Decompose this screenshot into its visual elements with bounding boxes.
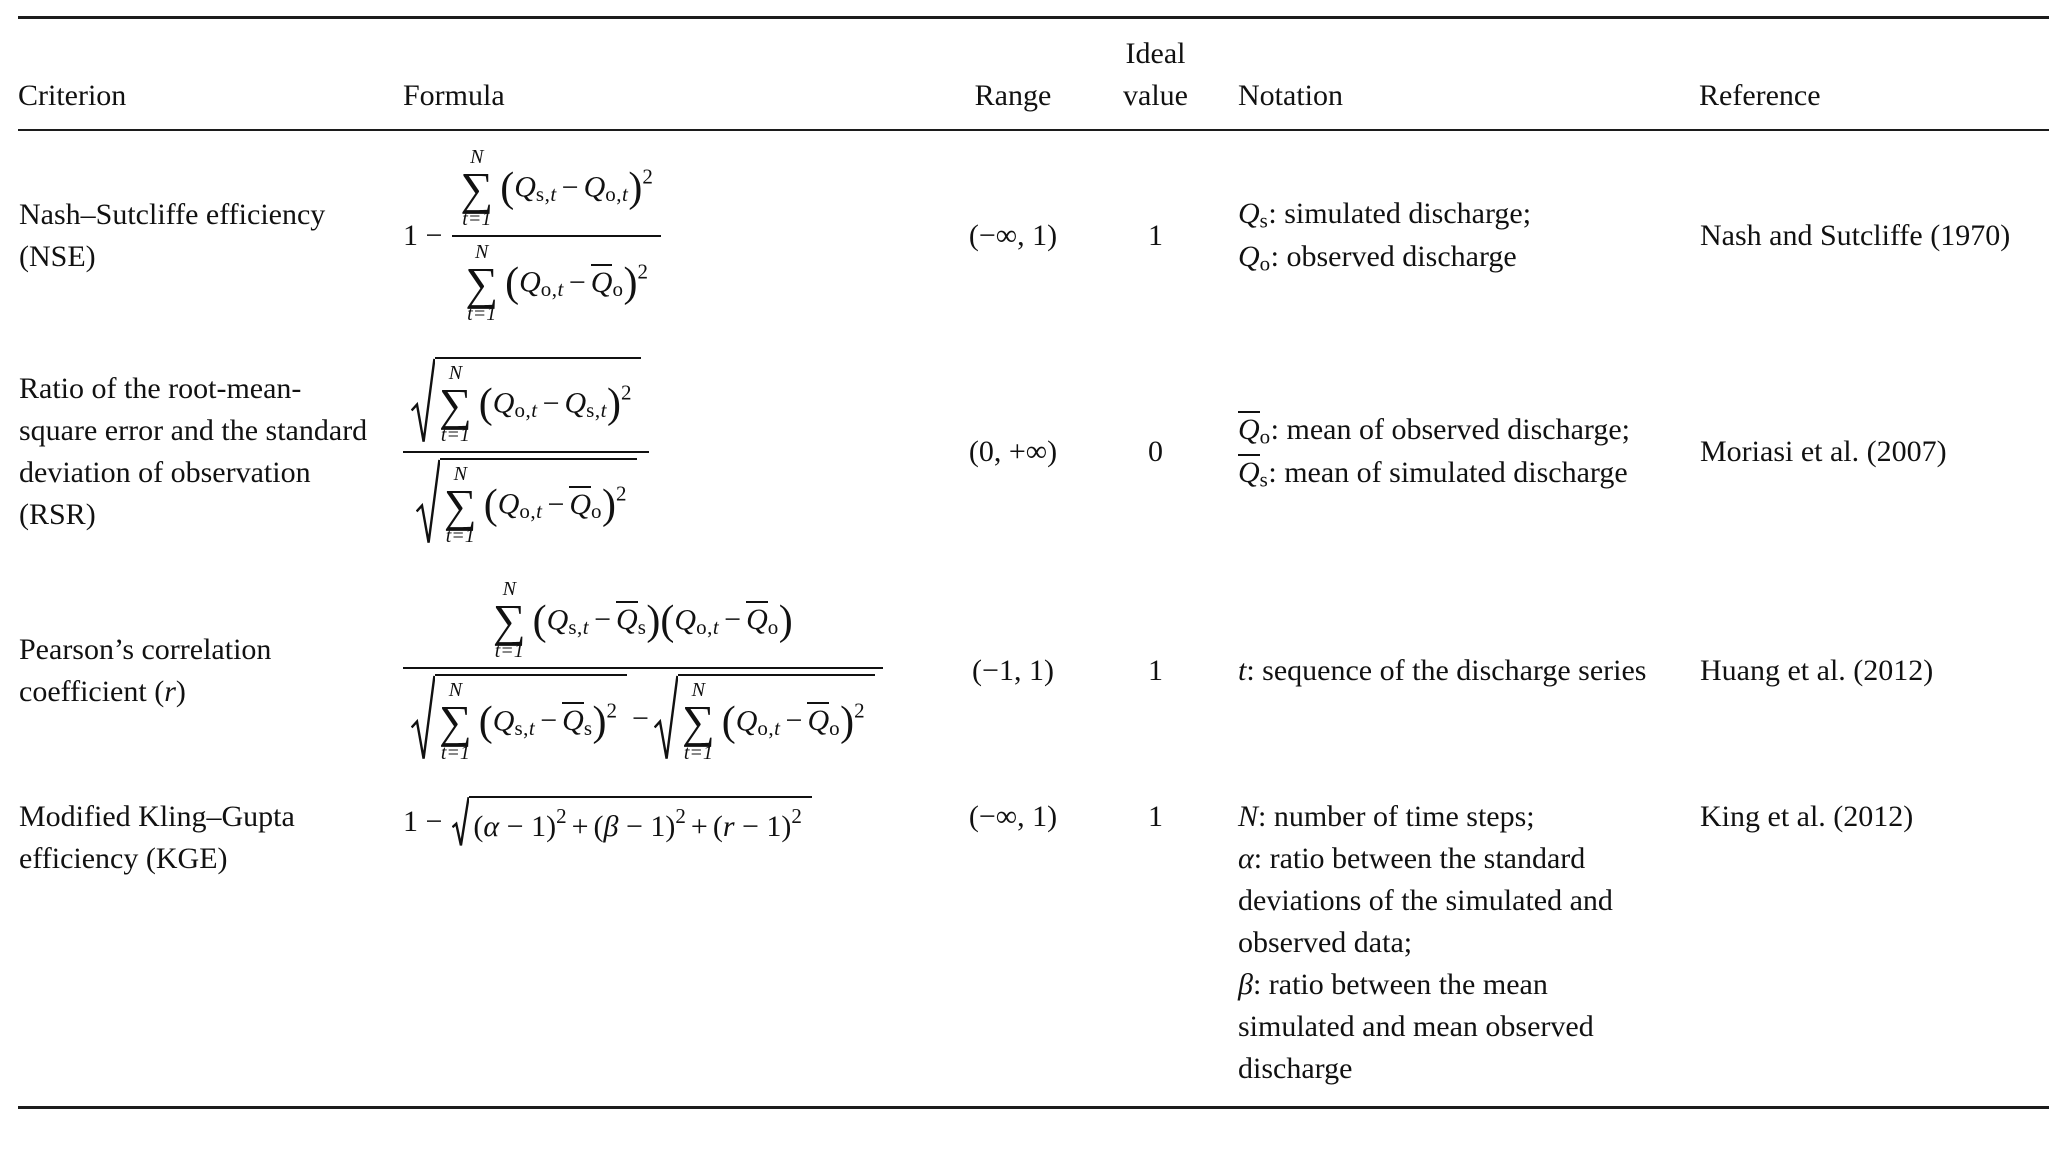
notation-item: β: ratio between the mean simulated and mean observed discharge [1238, 967, 1594, 1085]
pearson-range: (−1, 1) [972, 654, 1054, 688]
summation-symbol: N ∑ t=1 [465, 241, 499, 326]
kge-range: (−∞, 1) [968, 799, 1058, 833]
nse-formula [403, 147, 903, 325]
minus-operator: − [632, 702, 649, 736]
kge-formula-cell [383, 780, 923, 1108]
nse-range: (−∞, 1) [968, 219, 1058, 253]
one-minus: 1 − [403, 804, 443, 838]
kge-formula [403, 796, 903, 848]
pearson-formula [403, 579, 903, 763]
nse-ideal-value: 1 [1148, 219, 1163, 253]
expression: $(Qo,t - Qo)^2$ [505, 259, 648, 307]
radical-sign-icon [654, 674, 678, 763]
radical-sign-icon [416, 458, 440, 547]
radical-sign-icon [452, 796, 469, 848]
row-nse [18, 130, 2049, 341]
header-ideal-line1: Ideal [1125, 37, 1186, 70]
row-kge [18, 780, 2049, 1108]
expression: $(Qo,t - Qs,t)^2$ [478, 380, 632, 428]
kge-criterion-cell [18, 780, 383, 1108]
square-root [416, 458, 637, 547]
rsr-ideal-value: 0 [1148, 435, 1163, 469]
square-root [654, 674, 875, 763]
notation-item: Qs: simulated discharge; [1238, 197, 1532, 233]
expression: $(Qs,t - Qs)^2$ [478, 697, 618, 745]
expression: $(Qs,t - Qo,t)^2$ [500, 164, 653, 212]
pearson-criterion-cell [18, 563, 383, 779]
header-notation: Notation [1208, 18, 1699, 131]
header-reference: Reference [1699, 18, 2049, 131]
rsr-notation-cell [1208, 341, 1699, 563]
nse-reference: Nash and Sutcliffe (1970) [1700, 219, 2011, 253]
expression: $(\alpha - 1)^2 + (\beta - 1)^2 + (r - 1)^2$ [473, 803, 802, 843]
header-range: Range [923, 18, 1103, 131]
kge-ideal-value: 1 [1148, 799, 1163, 833]
header-formula: Formula [383, 18, 923, 131]
notation-item: t: sequence of the discharge series [1238, 654, 1647, 688]
nse-formula-cell [383, 130, 923, 341]
evaluation-criteria-table [18, 16, 2049, 1109]
header-row [18, 18, 2049, 131]
pearson-criterion: Pearson’s correlation coefficient (r) [19, 633, 272, 709]
radical-sign-icon [411, 674, 435, 763]
nse-criterion-cell [18, 130, 383, 341]
summation-symbol: N ∑ t=1 [439, 362, 472, 447]
rsr-formula [403, 357, 903, 547]
pearson-notation-cell [1208, 563, 1699, 779]
pearson-ideal-value: 1 [1148, 654, 1163, 688]
square-root [411, 674, 627, 763]
notation-item: N: number of time steps; [1238, 799, 1535, 833]
radical-sign-icon [411, 357, 435, 446]
header-criterion: Criterion [18, 18, 383, 131]
summation-symbol: N ∑ t=1 [492, 578, 526, 663]
summation-symbol: N ∑ t=1 [439, 679, 472, 764]
notation-item: Qo: mean of observed discharge; [1238, 413, 1630, 449]
summation-symbol: N ∑ t=1 [460, 146, 494, 231]
pearson-reference: Huang et al. (2012) [1700, 654, 1934, 688]
summation-symbol: N ∑ t=1 [443, 463, 477, 548]
expression: $(Qo,t - Qo)^2$ [483, 481, 627, 529]
notation-item: Qs: mean of simulated discharge [1238, 456, 1628, 492]
summation-symbol: N ∑ t=1 [681, 679, 715, 764]
header-ideal-value [1103, 18, 1208, 131]
one-minus: 1 − [403, 219, 443, 253]
expression: (Qs,t − Qs)(Qo,t − Qo) [532, 597, 793, 644]
notation-item: α: ratio between the standard deviations of the simulated and observed data; [1238, 841, 1613, 959]
kge-notation-cell [1208, 780, 1699, 1108]
pearson-formula-cell [383, 563, 923, 779]
square-root [411, 357, 641, 446]
kge-criterion: Modified Kling–Gupta efficiency (KGE) [19, 799, 295, 875]
rsr-formula-cell [383, 341, 923, 563]
rsr-range: (0, +∞) [968, 435, 1058, 469]
row-pearson-r [18, 563, 2049, 779]
square-root [452, 796, 812, 848]
expression: $(Qo,t - Qo)^2$ [721, 697, 865, 745]
fraction [403, 357, 649, 547]
nse-criterion: Nash–Sutcliffe efficiency (NSE) [19, 198, 326, 274]
header-ideal-line2: value [1123, 79, 1188, 112]
fraction [403, 579, 883, 763]
fraction [452, 147, 660, 325]
rsr-criterion: Ratio of the root-mean-square error and the standard deviation of observation (RSR) [19, 372, 368, 532]
kge-reference: King et al. (2012) [1700, 799, 1914, 833]
rsr-reference: Moriasi et al. (2007) [1700, 435, 1947, 469]
notation-item: Qo: observed discharge [1238, 240, 1517, 276]
rsr-criterion-cell [18, 341, 383, 563]
nse-notation-cell [1208, 130, 1699, 341]
row-rsr [18, 341, 2049, 563]
